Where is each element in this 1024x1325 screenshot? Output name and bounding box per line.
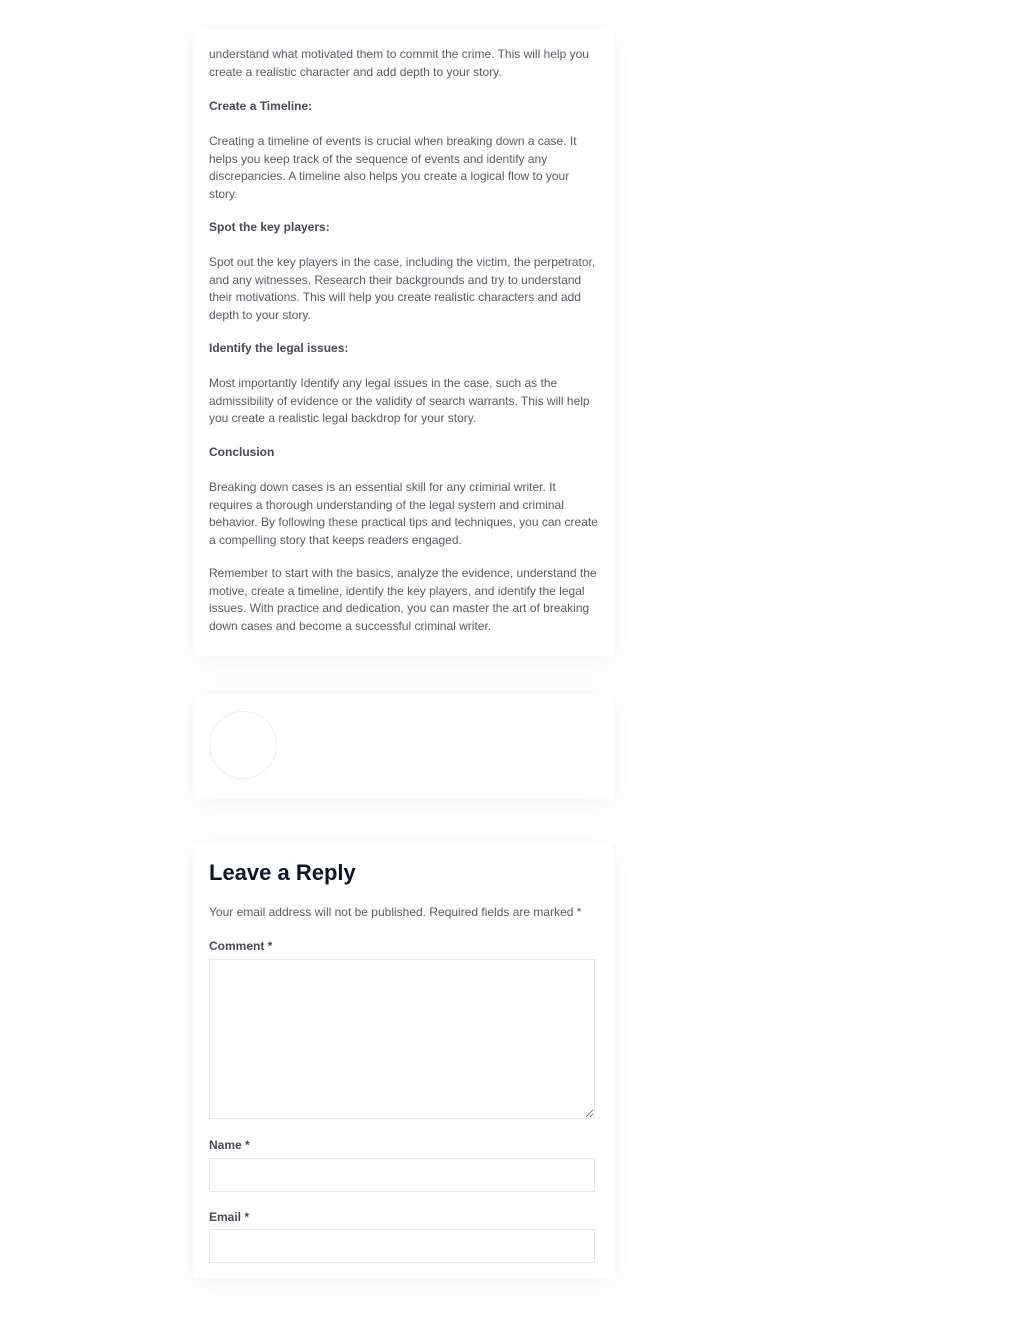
section-heading-legal-issues: Identify the legal issues:: [209, 341, 349, 355]
section-heading-timeline: Create a Timeline:: [209, 99, 313, 113]
section-heading-conclusion: Conclusion: [209, 445, 275, 459]
name-input[interactable]: [209, 1158, 595, 1192]
article-paragraph: Creating a timeline of events is crucial when breaking down a case. It helps you keep track of the sequence of events and identify any discrepancies. A timeline also helps you create a logical flow to your story.: [209, 134, 577, 201]
section-heading-key-players: Spot the key players:: [209, 220, 330, 234]
article-paragraph: Breaking down cases is an essential skill for any criminal writer. It requires a thorough understanding of the legal system and criminal behavior. By following these practical tips and techniques, you can create a compelling story that keeps readers engaged.: [209, 480, 598, 547]
article-closing-paragraph: Remember to start with the basics, analyze the evidence, understand the motive, create a timeline, identify the key players, and identify the legal issues. With practice and dedication, you can master the art of breaking down cases and become a successful criminal writer.: [209, 566, 597, 633]
comment-label: Comment *: [209, 939, 273, 953]
comment-notes: Your email address will not be published. Required fields are marked *: [209, 905, 582, 919]
comment-textarea[interactable]: [209, 959, 595, 1119]
email-label: Email *: [209, 1210, 250, 1224]
email-input[interactable]: [209, 1229, 595, 1263]
article-paragraph: Spot out the key players in the case, including the victim, the perpetrator, and any witnesses. Research their backgrounds and try to understand their motivations. This will help you create realistic characters and add depth to your story.: [209, 255, 596, 322]
article-paragraph: understand what motivated them to commit the crime. This will help you create a realistic character and add depth to your story.: [209, 47, 589, 79]
name-label: Name *: [209, 1138, 250, 1152]
reply-title: Leave a Reply: [209, 860, 356, 885]
article-paragraph: Most importantly Identify any legal issues in the case, such as the admissibility of evidence or the validity of search warrants. This will help you create a realistic legal backdrop for your story.: [209, 376, 590, 425]
author-avatar: [209, 711, 277, 779]
